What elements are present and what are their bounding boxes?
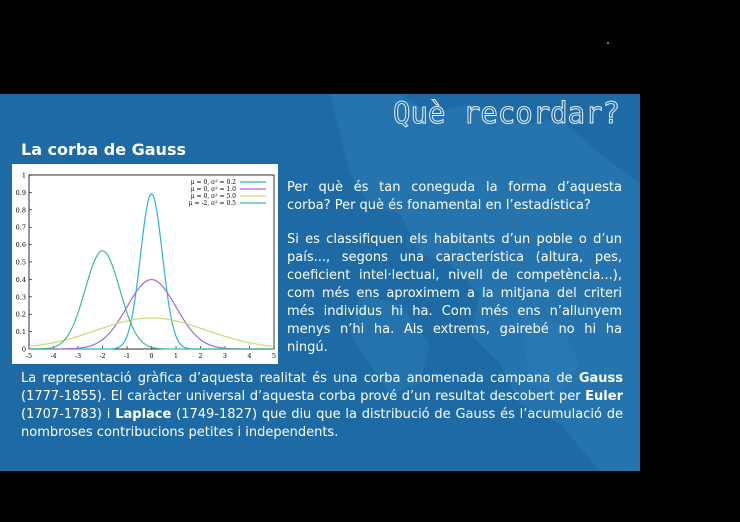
x-tick-label: 5 bbox=[271, 352, 277, 360]
y-tick-label: 0.5 bbox=[15, 258, 26, 267]
x-tick-label: -3 bbox=[74, 352, 82, 360]
plot-frame bbox=[29, 175, 274, 349]
y-tick-label: 0 bbox=[21, 345, 26, 354]
x-tick-label: -2 bbox=[99, 352, 106, 360]
section-subtitle: La corba de Gauss bbox=[21, 140, 186, 159]
paragraph-explanation: Si es classifiquen els habitants d’un poble o d’un país..., segons una característica (altura, pes, coeficient intel·lectual, nivell de competència...), com més ens aproximem a la mitjana del criteri més individus hi ha. Com més ens n’allunyem menys n’hi ha. Als extrems, gairebé no hi ha ningú. bbox=[287, 232, 622, 355]
x-tick-label: 3 bbox=[222, 352, 228, 360]
slide bbox=[0, 94, 640, 471]
y-tick-label: 0.2 bbox=[15, 310, 26, 319]
x-tick-label: -1 bbox=[123, 352, 131, 360]
y-tick-label: 0.9 bbox=[15, 188, 26, 197]
history-text-1: La representació gràfica d’aquesta realitat és una corba anomenada campana de bbox=[21, 371, 579, 386]
x-tick-label: 1 bbox=[173, 352, 179, 360]
legend-label-2: μ = 0, σ² = 5.0 bbox=[190, 193, 236, 200]
name-gauss: Gauss bbox=[578, 371, 623, 386]
series-line-3 bbox=[29, 251, 274, 349]
name-euler: Euler bbox=[585, 389, 623, 404]
name-laplace: Laplace bbox=[115, 407, 172, 422]
y-tick-label: 0.8 bbox=[15, 206, 26, 215]
x-tick-label: -4 bbox=[50, 352, 57, 360]
history-text-3: (1707-1783) i bbox=[21, 407, 116, 422]
paragraph-history bbox=[21, 370, 623, 442]
y-tick-label: 0.3 bbox=[15, 293, 26, 302]
page-title: Què recordar? bbox=[393, 96, 620, 130]
x-tick-label: 0 bbox=[149, 352, 154, 360]
x-tick-label: 4 bbox=[247, 352, 252, 360]
x-tick-label: -5 bbox=[25, 352, 33, 360]
legend-label-3: μ = -2, σ² = 0.5 bbox=[188, 200, 236, 207]
y-tick-label: 0.4 bbox=[15, 275, 26, 284]
y-tick-label: 1 bbox=[21, 171, 26, 180]
y-tick-label: 0.7 bbox=[15, 223, 26, 232]
history-text-2: (1777-1855). El caràcter universal d’aquesta corba prové d’un resultat descobert per bbox=[21, 389, 586, 404]
history-text-4: (1749-1827) que diu que la distribució de Gauss és l’acumulació de nombroses contribucions petites i independents. bbox=[21, 407, 623, 440]
y-tick-label: 0.1 bbox=[15, 328, 26, 337]
y-tick-label: 0.6 bbox=[15, 241, 26, 250]
series-line-0 bbox=[29, 194, 274, 349]
legend-label-0: μ = 0, σ² = 0.2 bbox=[190, 179, 236, 186]
legend-label-1: μ = 0, σ² = 1.0 bbox=[190, 186, 236, 193]
x-tick-label: 2 bbox=[198, 352, 203, 360]
series-line-2 bbox=[29, 318, 274, 346]
gauss-chart bbox=[12, 164, 278, 364]
paragraph-question: Per què és tan coneguda la forma d’aquesta corba? Per què és fonamental en l’estadística? bbox=[287, 180, 622, 213]
decorative-dot bbox=[607, 42, 609, 44]
